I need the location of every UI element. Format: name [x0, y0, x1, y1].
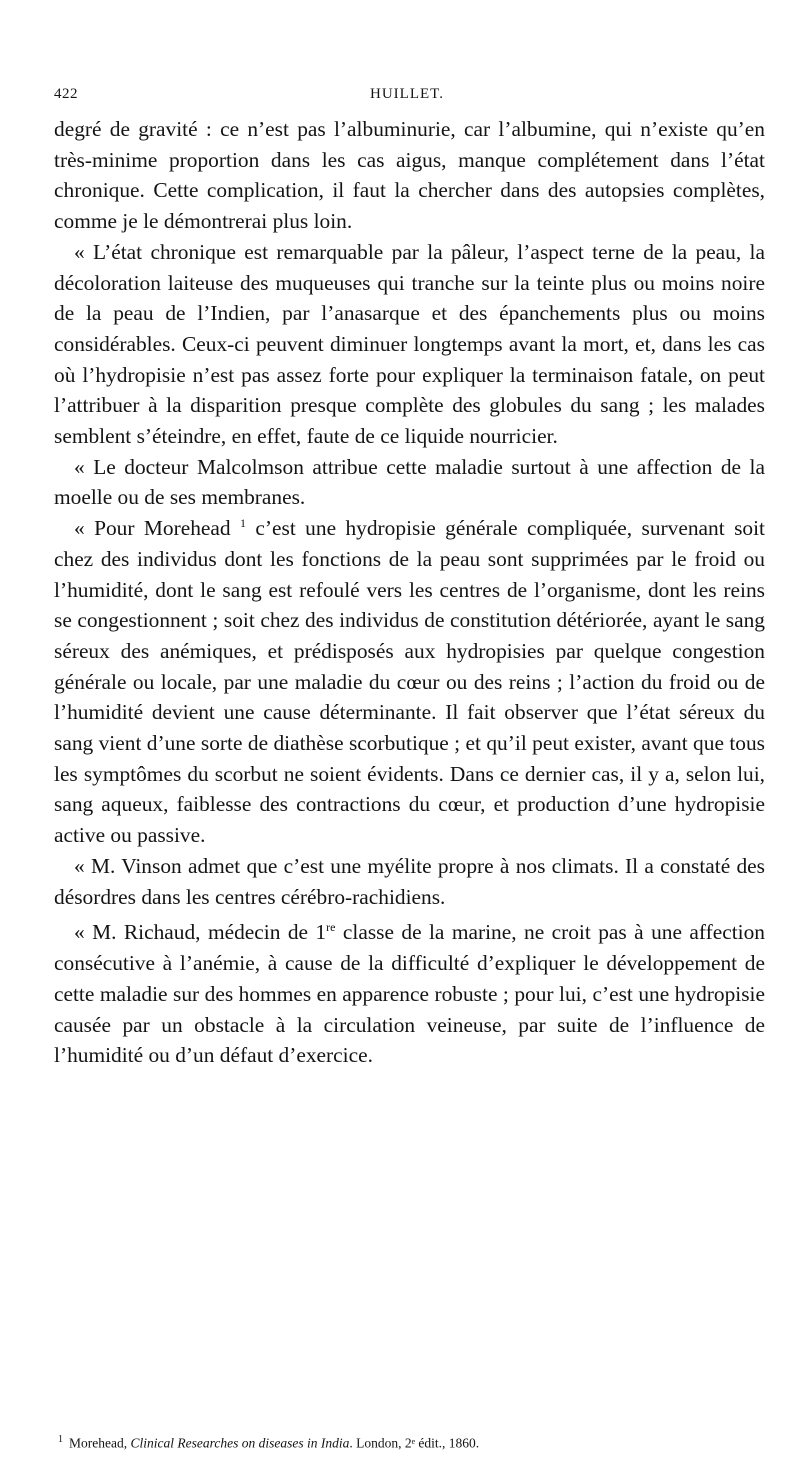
footnote-mark: 1	[58, 1434, 63, 1445]
morehead-text-start: « Pour Morehead	[74, 516, 231, 541]
paragraph-vinson: « M. Vinson admet que c’est une myélite propre à nos climats. Il a constaté des désordres dans les centres cérébro-rachidiens.	[54, 853, 765, 909]
paragraph-morehead	[54, 513, 765, 851]
body-text	[54, 114, 765, 1071]
page-header	[54, 86, 760, 110]
footnote-title: Clinical Researches on diseases in India	[130, 1435, 350, 1451]
footnote-reference: 1	[240, 516, 247, 531]
paragraph-chronic-state: « L’état chronique est remarquable par la pâleur, l’aspect terne de la peau, la décoloration laiteuse des muqueuses qui tranche sur la teinte plus ou moins noire de la peau de l’Indien, par l’anasarque et des épanchements plus ou moins considérables. Ceux-ci peuvent diminuer longtemps avant la mort, et, dans les cas où l’hydropisie n’est pas assez forte pour expliquer la terminaison fatale, on peut l’attribuer à la disparition presque complète des globules du sang ; les malades semblent s’éteindre, en effet, faute de ce liquide nourricier.	[54, 239, 765, 449]
paragraph-malcolmson: « Le docteur Malcolmson attribue cette maladie surtout à une affection de la moelle ou de ses membranes.	[54, 454, 765, 510]
paragraph-richaud	[54, 912, 765, 1071]
paragraph-gravity: degré de gravité : ce n’est pas l’albuminurie, car l’albumine, qui n’existe qu’en très-minime proportion dans les cas aigus, manque complétement dans l’état chronique. Cette complication, il faut la chercher dans des autopsies complètes, comme je le démontrerai plus loin.	[54, 117, 765, 234]
footnote	[58, 1431, 768, 1453]
footnote-publication: . London, 2ᵉ édit., 1860.	[349, 1435, 480, 1451]
richaud-text-start: « M. Richaud, médecin de 1	[74, 920, 327, 945]
richaud-text-end: classe de la marine, ne croit pas à une affection consécutive à l’anémie, à cause de la difficulté d’expliquer le développement de cette maladie sur des hommes en apparence robuste ; pour lui, c’est une hydropisie causée par un obstacle à la circulation veineuse, par suite de l’influence de l’humidité ou d’un défaut d’exercice.	[54, 920, 765, 1068]
page-number: 422	[54, 86, 78, 102]
footnote-author: Morehead,	[69, 1435, 131, 1451]
running-head: HUILLET.	[370, 86, 444, 102]
ordinal-superscript: re	[326, 920, 336, 935]
morehead-text-end: c’est une hydropisie générale compliquée, survenant soit chez des individus dont les fonctions de la peau sont supprimées par le froid ou l’humidité, dont le sang est refoulé vers les centres de l’organisme, dont les reins se congestionnent ; soit chez des individus de constitution détériorée, ayant le sang séreux des anémiques, et prédisposés aux hydropisies par quelque congestion générale ou locale, par une maladie du cœur ou des reins ; l’action du froid ou de l’humidité devient une cause déterminante. Il fait observer que l’état séreux du sang vient d’une sorte de diathèse scorbutique ; et qu’il peut exister, avant que tous les symptômes du scorbut ne soient évidents. Dans ce dernier cas, il y a, selon lui, sang aqueux, faiblesse des contractions du cœur, et production d’une hydropisie active ou passive.	[54, 516, 765, 848]
